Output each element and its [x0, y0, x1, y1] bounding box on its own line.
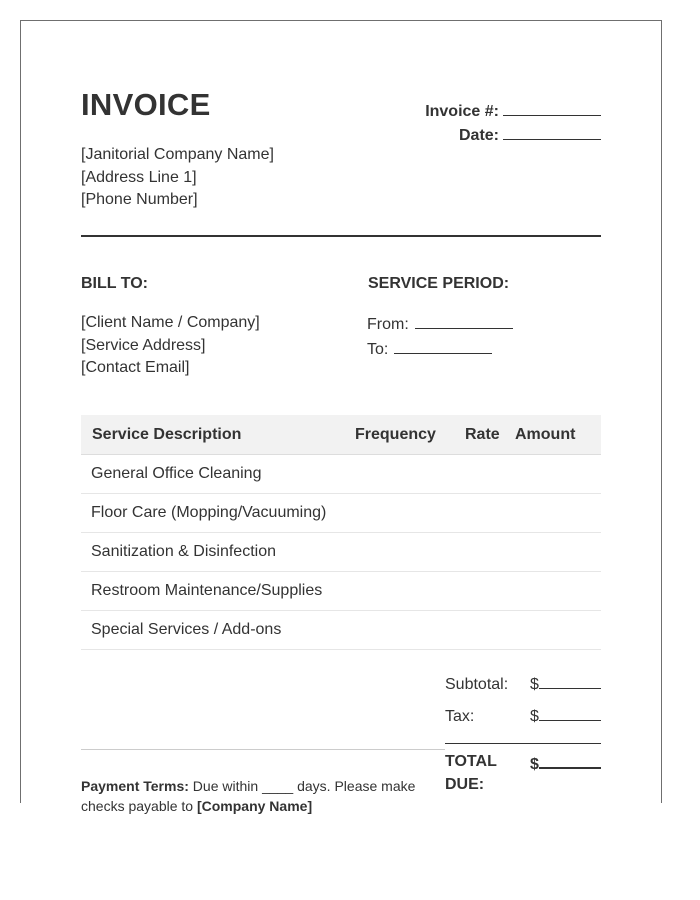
client-name: [Client Name / Company] [81, 314, 260, 331]
footer-divider [81, 749, 445, 750]
table-header [81, 415, 601, 455]
invoice-page [20, 20, 662, 814]
period-to-row [367, 337, 513, 362]
totals-divider [445, 743, 601, 744]
total-due-blank [539, 750, 601, 769]
header-service-description: Service Description [92, 425, 242, 443]
total-due-label: TOTAL DUE: [445, 753, 497, 793]
table-row [81, 533, 601, 572]
invoice-date-row [425, 123, 601, 147]
company-phone: [Phone Number] [81, 191, 198, 208]
payment-terms-text-1: Due within [192, 778, 259, 794]
invoice-number-blank [503, 99, 601, 116]
service-description: General Office Cleaning [91, 465, 262, 482]
payment-terms-text-2: days. Please make checks payable to [81, 778, 416, 814]
service-description: Floor Care (Mopping/Vacuuming) [91, 504, 327, 521]
invoice-meta [425, 99, 601, 147]
payment-terms-label: Payment Terms: [81, 778, 189, 794]
currency-symbol: $ [530, 708, 539, 725]
tax-label: Tax: [445, 708, 475, 725]
client-email: [Contact Email] [81, 359, 190, 376]
header-divider [81, 235, 601, 237]
client-address: [Service Address] [81, 336, 206, 354]
currency-symbol: $ [530, 676, 539, 693]
company-address: [Address Line 1] [81, 168, 197, 186]
table-row [81, 494, 601, 533]
total-due-value [530, 750, 601, 776]
payment-terms-company: [Company Name] [196, 798, 313, 814]
invoice-number-row [425, 99, 601, 123]
company-info [81, 144, 274, 212]
invoice-title: INVOICE [81, 87, 211, 122]
totals-block [445, 673, 601, 796]
header-frequency: Frequency [355, 425, 436, 443]
service-description: Sanitization & Disinfection [91, 543, 276, 560]
service-description: Special Services / Add-ons [91, 621, 282, 638]
invoice-number-label: Invoice #: [425, 103, 499, 120]
table-row [81, 572, 601, 611]
period-to-label: To: [367, 340, 389, 358]
service-period-details [367, 312, 513, 361]
tax-value [530, 705, 601, 726]
header-amount: Amount [515, 425, 576, 443]
period-from-row [367, 312, 513, 337]
bill-to-heading: BILL TO: [81, 275, 148, 292]
bill-to-details [81, 312, 260, 380]
header-rate: Rate [465, 425, 500, 443]
service-description: Restroom Maintenance/Supplies [91, 582, 323, 599]
tax-row [445, 705, 601, 737]
subtotal-row [445, 673, 601, 705]
service-period-heading: SERVICE PERIOD: [368, 275, 510, 292]
subtotal-label: Subtotal: [445, 676, 509, 693]
period-from-blank [415, 312, 513, 329]
services-table [81, 415, 601, 650]
table-row [81, 455, 601, 494]
company-name: [Janitorial Company Name] [81, 146, 274, 163]
payment-terms [81, 776, 441, 816]
currency-symbol: $ [530, 756, 539, 773]
subtotal-blank [539, 673, 601, 689]
total-due-row [445, 750, 601, 796]
tax-blank [539, 705, 601, 721]
period-to-blank [394, 337, 492, 354]
invoice-date-label: Date: [458, 127, 499, 144]
subtotal-value [530, 673, 601, 694]
payment-terms-blank: ____ [262, 778, 294, 794]
table-row [81, 611, 601, 650]
period-from-label: From: [367, 316, 409, 333]
invoice-date-blank [503, 123, 601, 140]
